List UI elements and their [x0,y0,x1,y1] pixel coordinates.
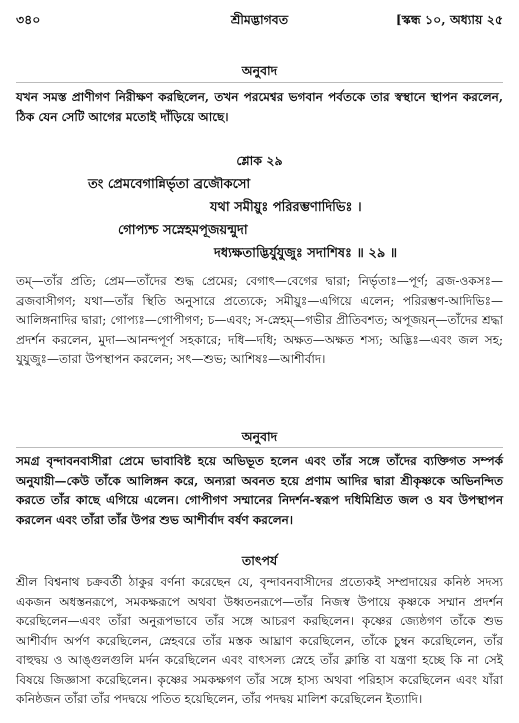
divider [16,82,503,83]
translation-heading: অনুবাদ [241,429,278,444]
chapter-reference: [স্কন্ধ ১০, অধ্যায় ২৫ [395,12,503,27]
purport-text: শ্রীল বিশ্বনাথ চক্রবর্তী ঠাকুর বর্ণনা করেছেন যে, বৃন্দাবনবাসীদের প্রত্যেকই সম্প্রদায়ের কনিষ্ঠ সদস্য একজন অধস্তনরূপে, সমকক্ষরূপে অথবা উধ্বতনরূপে—তাঁর নিজস্ব উপায়ে কৃষ্ণকে সম্মান প্রদর্শন করেছিলেন—এবং তাঁরা অনুরূপভাবে তাঁর সঙ্গে আচরণ করছিলেন। কৃষ্ণের জ্যেষ্ঠগণ তাঁকে শুভ আশীর্বাদ অর্পণ করেছিলেন, স্নেহবরে তাঁর মস্তক আঘ্রাণ করেছিলেন, তাঁকে চুম্বন করেছিলেন, তাঁর বাহুদ্বয় ও আঙ্গুলগুলি মর্দন করেছিলেন এবং বাৎসল্য স্নেহে তাঁর ক্লান্তি বা যন্ত্রণা হচ্ছে কি না সেই বিষয়ে জিজ্ঞাসা করেছিলেন। কৃষ্ণের সমকক্ষগণ তাঁর সঙ্গে হাস্য অথবা পরিহাস করেছিলেন এবং যাঁরা কনিষ্ঠজন তাঁরা তাঁর পদদ্বয়ে পতিত হয়েছিলেন, তাঁর পদদ্বয় মালিশ করেছিলেন ইত্যাদি। [16,575,503,706]
running-title: শ্রীমদ্ভাগবত [230,12,289,27]
translation-text: সমগ্র বৃন্দাবনবাসীরা প্রেমে ভাবাবিষ্ট হয়ে অভিভূত হলেন এবং তাঁর সঙ্গে তাঁদের ব্যক্তিগত সম্পর্ক অনুযায়ী—কেউ তাঁকে আলিঙ্গন করে, অন্যরা অবনত হয়ে প্রণাম আদির দ্বারা শ্রীকৃষ্ণকে অভিনন্দিত করতে তাঁর কাছে এগিয়ে এলেন। গোপীগণ সম্মানের নিদর্শন-স্বরূপ দধিমিশ্রিত জল ও যব উপস্থাপন করলেন এবং তাঁরা তাঁর উপর শুভ আশীর্বাদ বর্ষণ করলেন। [16,454,503,527]
translation-heading-top: অনুবাদ [241,63,278,78]
verse-line-3: গোপ্যশ্চ সস্নেহমপূজয়ন্মুদা [118,223,248,238]
purport-heading: তাৎপর্য [241,553,278,568]
verse-line-4: দধ্যক্ষতাদ্ভির্যুযুজুঃ সদাশিষঃ ॥ ২৯ ॥ [214,246,398,261]
verse-heading: শ্লোক ২৯ [236,153,283,168]
verse-line-2: যথা সমীয়ুঃ পরিরম্ভণাদিভিঃ । [210,200,362,215]
page-number: ৩৪০ [16,12,41,27]
divider [16,447,503,448]
verse-line-1: তং প্রেমবেগান্নির্ভৃতা ব্রজৌকসো [88,177,251,192]
word-meanings: তম্—তাঁর প্রতি; প্রেম—তাঁদের শুদ্ধ প্রেমের; বেগাৎ—বেগের দ্বারা; নির্ভৃতাঃ—পূর্ণ; ব্রজ-ওকসঃ—ব্রজবাসীগণ; যথা—তাঁর স্থিতি অনুসারে প্রত্যেকে; সমীয়ুঃ—এগিয়ে এলেন; পরিরম্ভণ-আদিভিঃ—আলিঙ্গনাদির দ্বারা; গোপ্যঃ—গোপীগণ; চ—এবং; স-স্নেহম্—গভীর প্রীতিবশত; অপূজয়ন্—তাঁদের শ্রদ্ধা প্রদর্শন করলেন, মুদা—আনন্দপূর্ণ সহকারে; দধি—দধি; অক্ষত—অক্ষত শস্য; অদ্ভিঃ—এবং জল সহ; যুযুজুঃ—তারা উপস্থাপন করলেন; সৎ—শুভ; আশিষঃ—আশীর্বাদ। [16,274,503,366]
translation-top-text: যখন সমস্ত প্রাণীগণ নিরীক্ষণ করছিলেন, তখন পরমেশ্বর ভগবান পর্বতকে তার স্বস্থানে স্থাপন করলেন, ঠিক যেন সেটি আগের মতোই দাঁড়িয়ে আছে। [16,90,503,124]
